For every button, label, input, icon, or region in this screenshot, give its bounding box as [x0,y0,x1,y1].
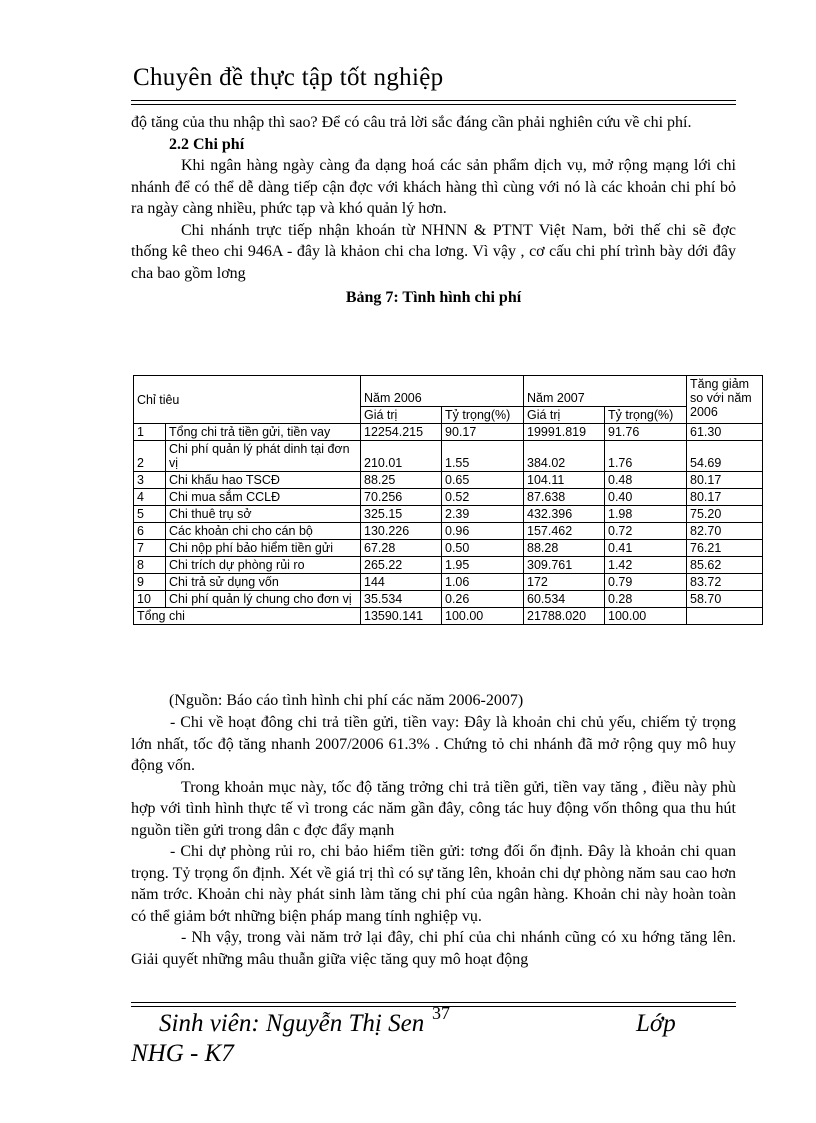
row-share-2007: 1.42 [605,557,687,574]
intro-section [131,112,736,309]
row-number: 5 [134,506,166,523]
row-value-2007: 19991.819 [524,424,605,441]
row-number: 6 [134,523,166,540]
total-change [687,608,763,625]
table-row [134,540,763,557]
intro-paragraph-1: độ tăng của thu nhập thì sao? Để có câu trả lời sắc đáng cần phải nghiên cứu về chi phí. [131,114,692,131]
row-value-2007: 87.638 [524,489,605,506]
student-name: Sinh viên: Nguyễn Thị Sen [159,1010,425,1037]
row-value-2007: 60.534 [524,591,605,608]
row-change: 82.70 [687,523,763,540]
class-value: NHG - K7 [131,1040,234,1067]
row-value-2006: 325.15 [361,506,442,523]
table-row [134,591,763,608]
row-value-2006: 88.25 [361,472,442,489]
total-share-2006: 100.00 [442,608,524,625]
table-row [134,557,763,574]
row-value-2006: 35.534 [361,591,442,608]
row-change: 83.72 [687,574,763,591]
total-value-2007: 21788.020 [524,608,605,625]
row-name: Tổng chi trả tiền gửi, tiền vay [166,424,361,441]
table-row [134,472,763,489]
row-name: Chi mua sắm CCLĐ [166,489,361,506]
row-number: 10 [134,591,166,608]
row-share-2007: 0.40 [605,489,687,506]
row-number: 7 [134,540,166,557]
table-body [134,424,763,608]
header-change: Tăng giảm so với năm 2006 [687,376,763,424]
header-2007: Năm 2007 [524,376,687,407]
row-value-2006: 210.01 [361,441,442,472]
row-change: 58.70 [687,591,763,608]
page-header [131,58,736,101]
row-change: 61.30 [687,424,763,441]
row-name: Chi khấu hao TSCĐ [166,472,361,489]
row-number: 1 [134,424,166,441]
row-share-2007: 0.79 [605,574,687,591]
table-header-row [134,376,763,407]
row-name: Chi phí quản lý phát dinh tại đơn vị [166,441,361,472]
header-rule [131,104,736,105]
table-row [134,489,763,506]
row-share-2007: 91.76 [605,424,687,441]
page-number: 37 [432,1003,450,1023]
table-row [134,506,763,523]
row-share-2007: 1.76 [605,441,687,472]
row-value-2006: 70.256 [361,489,442,506]
table-caption: Bảng 7: Tình hình chi phí [345,289,522,306]
row-value-2007: 172 [524,574,605,591]
row-name: Chi phí quản lý chung cho đơn vị [166,591,361,608]
row-name: Chi nộp phí bảo hiểm tiền gửi [166,540,361,557]
total-label: Tổng chi [134,608,361,625]
row-name: Các khoản chi cho cán bộ [166,523,361,540]
section-heading: 2.2 Chi phí [169,135,245,153]
analysis-paragraph-4: - Nh vậy, trong vài năm trở lại đây, chi phí của chi nhánh cũng có xu hớng tăng lên. Giải quyết những mâu thuẫn giữa việc tăng quy mô hoạt động [131,929,736,968]
row-share-2006: 1.55 [442,441,524,472]
table-source: (Nguồn: Báo cáo tình hình chi phí các năm 2006-2007) [169,692,524,709]
row-share-2006: 0.96 [442,523,524,540]
row-share-2006: 90.17 [442,424,524,441]
table-row [134,574,763,591]
row-share-2006: 1.95 [442,557,524,574]
analysis-paragraph-3: - Chi dự phòng rủi ro, chi bảo hiểm tiền gửi: tơng đối ổn định. Đây là khoản chi quan trọng. Tỷ trọng ổn định. Xét về giá trị thì có sự tăng lên, khoản chi dự phòng năm sau cao hơn năm trớc. Khoản chi này phát sinh làm tăng chi phí của ngân hàng. Khoản chi này hoàn toàn có thể giảm bớt những biện pháp mang tính nghiệp vụ. [131,843,736,925]
header-2006: Năm 2006 [361,376,524,407]
row-number: 2 [134,441,166,472]
cost-table [133,375,763,625]
row-share-2007: 0.48 [605,472,687,489]
row-value-2007: 309.761 [524,557,605,574]
class-label: Lớp [636,1010,676,1037]
row-number: 8 [134,557,166,574]
row-share-2006: 0.26 [442,591,524,608]
intro-paragraph-2: Khi ngân hàng ngày càng đa dạng hoá các sản phẩm dịch vụ, mở rộng mạng lới chi nhánh để có thể dễ dàng tiếp cận đợc với khách hàng thì cùng với nó là các khoản chi phí bỏ ra ngày càng nhiều, phức tạp và khó quản lý hơn. [131,157,736,217]
table-row [134,441,763,472]
row-value-2006: 265.22 [361,557,442,574]
row-change: 85.62 [687,557,763,574]
row-value-2007: 104.11 [524,472,605,489]
table-row [134,523,763,540]
row-name: Chi trích dự phòng rủi ro [166,557,361,574]
row-share-2007: 0.28 [605,591,687,608]
row-value-2007: 157.462 [524,523,605,540]
row-share-2007: 0.41 [605,540,687,557]
row-change: 80.17 [687,489,763,506]
subheader-share-2007: Tỷ trọng(%) [605,407,687,424]
analysis-section [131,712,736,970]
intro-paragraph-3: Chi nhánh trực tiếp nhận khoán từ NHNN & PTNT Việt Nam, bởi thế chi sẽ đợc thống kê theo chi 946A - đây là khảon chi cha lơng. Vì vậy , cơ cấu chi phí trình bày dới đây cha bao gồm lơng [131,221,736,282]
subheader-value-2006: Giá trị [361,407,442,424]
row-value-2006: 12254.215 [361,424,442,441]
row-change: 54.69 [687,441,763,472]
row-value-2006: 144 [361,574,442,591]
row-share-2006: 0.65 [442,472,524,489]
table-row [134,424,763,441]
subheader-share-2006: Tỷ trọng(%) [442,407,524,424]
row-value-2006: 67.28 [361,540,442,557]
total-share-2007: 100.00 [605,608,687,625]
row-share-2006: 1.06 [442,574,524,591]
table-total-row [134,608,763,625]
row-value-2007: 384.02 [524,441,605,472]
row-share-2006: 0.50 [442,540,524,557]
row-number: 3 [134,472,166,489]
row-name: Chi thuê trụ sở [166,506,361,523]
row-number: 9 [134,574,166,591]
row-share-2007: 1.98 [605,506,687,523]
row-change: 76.21 [687,540,763,557]
row-share-2007: 0.72 [605,523,687,540]
total-value-2006: 13590.141 [361,608,442,625]
row-number: 4 [134,489,166,506]
row-value-2007: 432.396 [524,506,605,523]
row-share-2006: 2.39 [442,506,524,523]
analysis-paragraph-2: Trong khoản mục này, tốc độ tăng trởng chi trả tiền gửi, tiền vay tăng , điều này phù hợp với tình hình thực tế vì trong các năm gần đây, công tác huy động vốn thông qua thu hút nguồn tiền gửi trong dân c đợc đẩy mạnh [131,778,736,839]
row-change: 80.17 [687,472,763,489]
subheader-value-2007: Giá trị [524,407,605,424]
row-change: 75.20 [687,506,763,523]
row-value-2007: 88.28 [524,540,605,557]
row-value-2006: 130.226 [361,523,442,540]
header-chitieu: Chỉ tiêu [134,376,361,424]
row-name: Chi trả sử dụng vốn [166,574,361,591]
row-share-2006: 0.52 [442,489,524,506]
analysis-paragraph-1: - Chi về hoạt đông chi trả tiền gửi, tiền vay: Đây là khoản chi chủ yếu, chiếm tỷ trọng lớn nhất, tốc độ tăng nhanh 2007/2006 61.3% . Chứng tỏ chi nhánh đã mở rộng quy mô huy động vốn. [131,714,736,774]
header-title: Chuyên đề thực tập tốt nghiệp [133,64,444,91]
